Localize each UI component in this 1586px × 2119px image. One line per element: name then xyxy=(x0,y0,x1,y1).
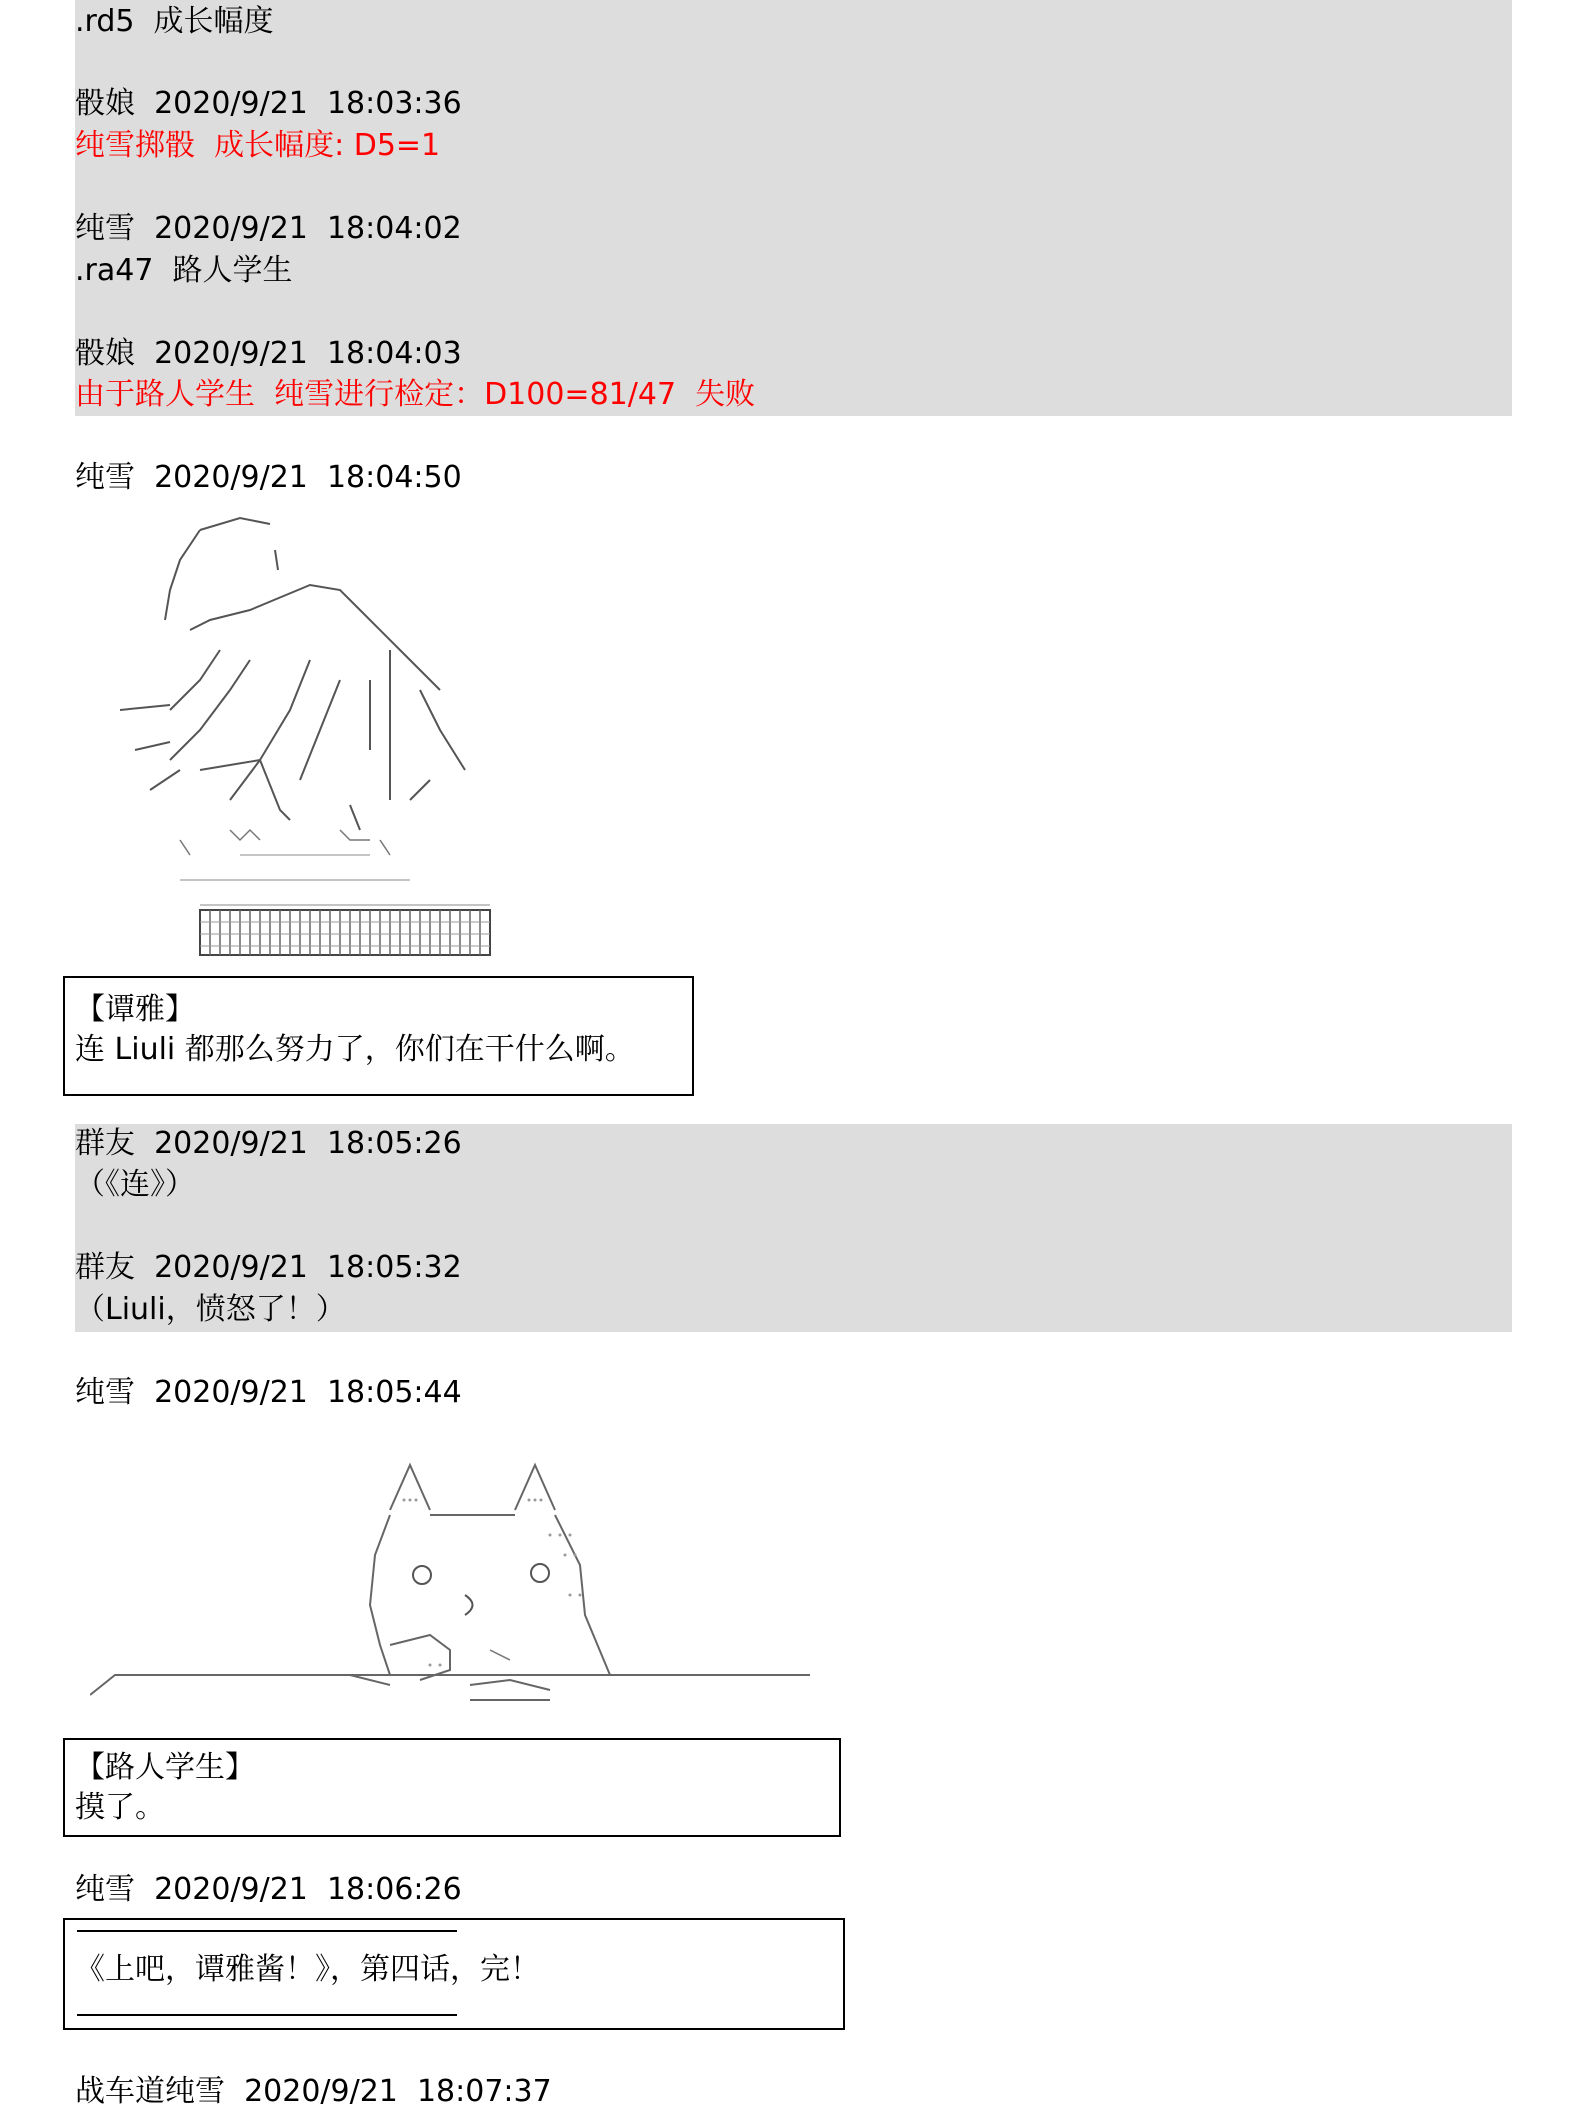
log-header: 骰娘 2020/9/21 18:03:36 xyxy=(75,86,462,121)
cat-ascii-art xyxy=(90,1455,820,1715)
speech-box-tanya xyxy=(63,976,694,1096)
log-line: .ra47 路人学生 xyxy=(75,253,293,288)
episode-end-box xyxy=(63,1918,845,2030)
log-header: 纯雪 2020/9/21 18:06:26 xyxy=(75,1872,462,1907)
log-header: 纯雪 2020/9/21 18:04:02 xyxy=(75,211,462,246)
log-header: 纯雪 2020/9/21 18:05:44 xyxy=(75,1375,462,1410)
separator-line xyxy=(77,2014,457,2016)
log-line: （Liuli，愤怒了！） xyxy=(75,1292,346,1327)
episode-end-text: 《上吧，谭雅酱！》，第四话，完！ xyxy=(75,1952,540,1987)
separator-line xyxy=(77,1930,457,1932)
log-header: 群友 2020/9/21 18:05:26 xyxy=(75,1126,462,1161)
log-header: 战车道纯雪 2020/9/21 18:07:37 xyxy=(75,2074,552,2109)
speaker-name: 【谭雅】 xyxy=(75,992,195,1027)
character-ascii-art xyxy=(110,510,510,960)
speech-text: 连 Liuli 都那么努力了，你们在干什么啊。 xyxy=(75,1032,635,1067)
log-line: （《连》） xyxy=(75,1167,195,1202)
speech-text: 摸了。 xyxy=(75,1790,165,1825)
dice-result: 由于路人学生 纯雪进行检定：D100=81/47 失败 xyxy=(75,377,756,412)
speaker-name: 【路人学生】 xyxy=(75,1750,255,1785)
log-header: 骰娘 2020/9/21 18:04:03 xyxy=(75,336,462,371)
log-header: 纯雪 2020/9/21 18:04:50 xyxy=(75,460,462,495)
dice-result: 纯雪掷骰 成长幅度: D5=1 xyxy=(75,128,441,163)
speech-box-passerby xyxy=(63,1738,841,1837)
log-header: 群友 2020/9/21 18:05:32 xyxy=(75,1250,462,1285)
log-line: .rd5 成长幅度 xyxy=(75,4,274,39)
